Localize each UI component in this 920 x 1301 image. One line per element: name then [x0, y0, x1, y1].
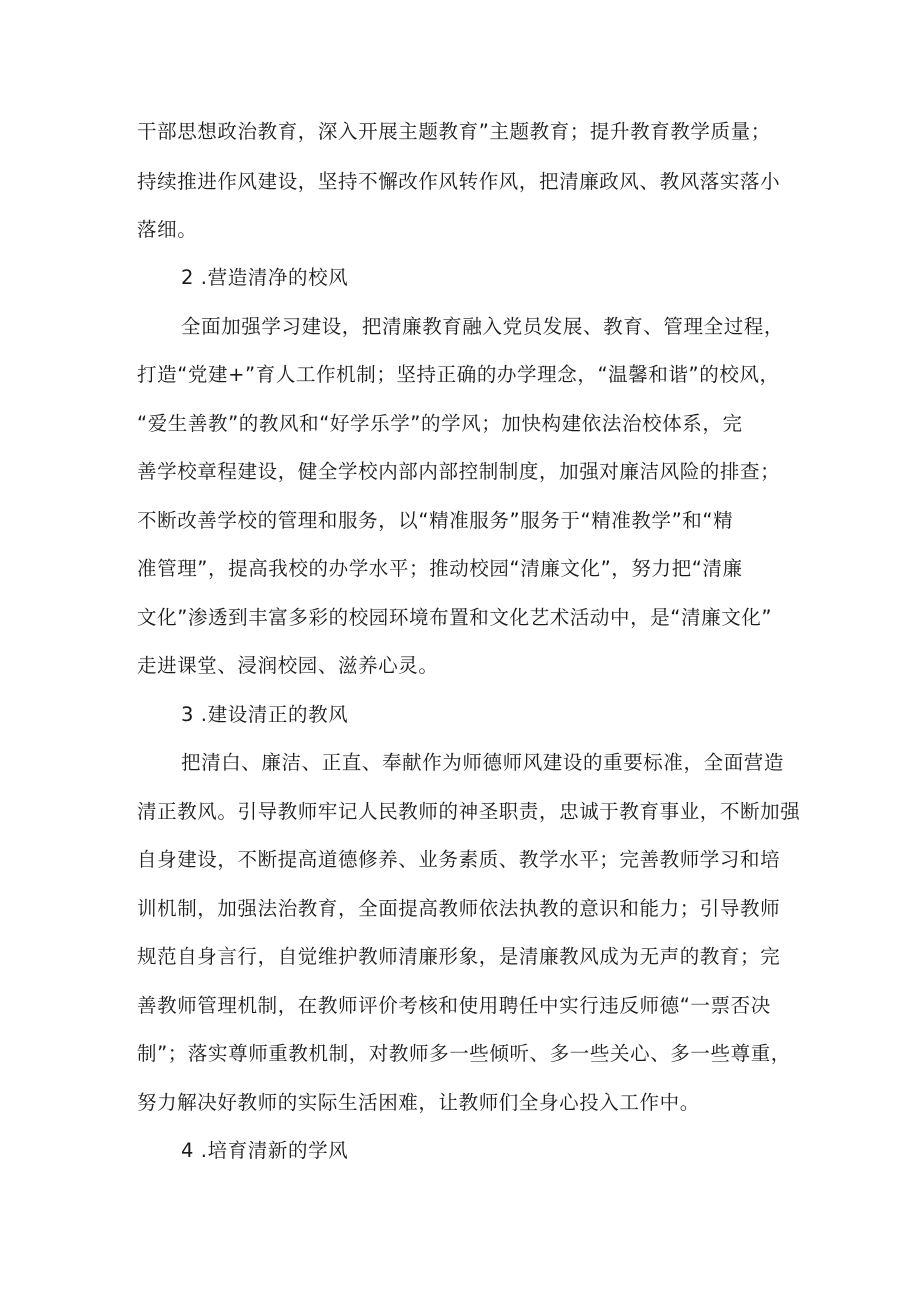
paragraph-line: 训机制，加强法治教育，全面提高教师依法执教的意识和能力；引导教师 [137, 897, 781, 920]
section-heading: 4 .培育清新的学风 [181, 1139, 349, 1162]
paragraph-line: “爱生善教”的教风和“好学乐学”的学风；加快构建依法治校体系，完 [137, 412, 743, 435]
paragraph-line: 不断改善学校的管理和服务，以“精准服务”服务于“精准教学”和“精 [137, 509, 734, 532]
paragraph-line: 把清白、廉洁、正直、奉献作为师德师风建设的重要标准，全面营造 [181, 751, 785, 774]
section-heading: 3 .建设清正的教风 [181, 703, 349, 726]
paragraph-line: 规范自身言行，自觉维护教师清廉形象，是清廉教风成为无声的教育；完 [137, 945, 781, 968]
paragraph-line: 制”；落实尊师重教机制，对教师多一些倾听、多一些关心、多一些尊重， [137, 1042, 791, 1065]
paragraph-line: 落细。 [137, 218, 198, 241]
paragraph-line: 自身建设，不断提高道德修养、业务素质、教学水平；完善教师学习和培 [137, 848, 781, 871]
paragraph-line: 走进课堂、浸润校园、滋养心灵。 [137, 654, 439, 677]
paragraph-line: 持续推进作风建设，坚持不懈改作风转作风，把清廉政风、教风落实落小 [137, 170, 781, 193]
paragraph-line: 清正教风。引导教师牢记人民教师的神圣职责，忠诚于教育事业，不断加强 [137, 800, 801, 823]
paragraph-line: 善教师管理机制，在教师评价考核和使用聘任中实行违反师德“一票否决 [137, 994, 771, 1017]
paragraph-line: 干部思想政治教育，深入开展主题教育”主题教育；提升教育教学质量； [137, 120, 771, 143]
paragraph-line: 文化”渗透到丰富多彩的校园环境布置和文化艺术活动中，是“清廉文化” [137, 606, 773, 629]
section-heading: 2 .营造清净的校风 [181, 266, 349, 289]
paragraph-line: 打造“党建+”育人工作机制；坚持正确的办学理念，“温馨和谐”的校风， [137, 363, 780, 386]
paragraph-line: 努力解决好教师的实际生活困难，让教师们全身心投入工作中。 [137, 1091, 700, 1114]
paragraph-line: 善学校章程建设，健全学校内部内部控制制度，加强对廉洁风险的排查； [137, 460, 781, 483]
paragraph-line: 全面加强学习建设，把清廉教育融入党员发展、教育、管理全过程， [181, 315, 785, 338]
paragraph-line: 准管理”，提高我校的办学水平；推动校园“清廉文化”，努力把“清廉 [137, 557, 743, 580]
